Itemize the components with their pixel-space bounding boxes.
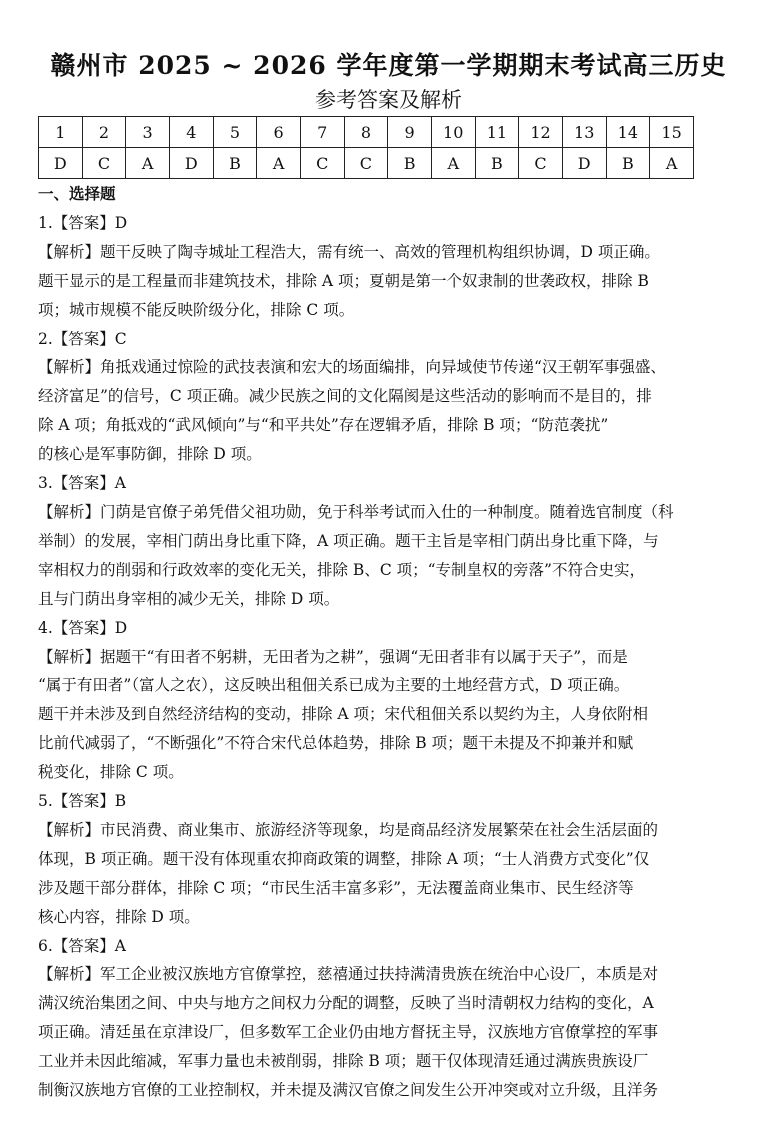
answer-cell: B [606,148,650,179]
question-block [38,787,708,932]
explanation-line: 【解析】据题干“有田者不躬耕，无田者为之耕”，强调“无田者非有以属于天子”，而是 [38,647,628,666]
explanation-line: 满汉统治集团之间、中央与地方之间权力分配的调整，反映了当时清朝权力结构的变化，A [38,994,654,1013]
explanation-line: 宰相权力的削弱和行政效率的变化无关，排除 B、C 项；“专制皇权的旁落”不符合史实， [38,560,645,579]
explanation-line: 【解析】题干反映了陶寺城址工程浩大，需有统一、高效的管理机构组织协调，D 项正确。 [38,242,660,261]
explanations [38,180,708,1105]
answer-line: 5.【答案】B [38,792,127,811]
question-number-cell: 8 [344,117,388,148]
explanation-line: 除 A 项；角抵戏的“武风倾向”与“和平共处”存在逻辑矛盾，排除 B 项；“防范袭扰” [38,416,609,435]
question-number-cell: 6 [257,117,301,148]
answer-table [38,116,694,179]
explanation-line: 涉及题干部分群体，排除 C 项；“市民生活丰富多彩”，无法覆盖商业集市、民生经济等 [38,878,634,897]
answer-cell: C [82,148,126,179]
answer-cell: D [169,148,213,179]
answer-cell: A [257,148,301,179]
question-number-row [39,117,694,148]
question-number-cell: 4 [169,117,213,148]
explanation-line: 且与门荫出身宰相的减少无关，排除 D 项。 [38,589,340,608]
explanation-line: 项正确。清廷虽在京津设厂，但多数军工企业仍由地方督抚主导，汉族地方官僚掌控的军事 [38,1023,659,1042]
question-block [38,325,708,470]
explanation-line: 【解析】军工企业被汉族地方官僚掌控，慈禧通过扶持满清贵族在统治中心设厂，本质是对 [38,965,659,984]
answer-line: 4.【答案】D [38,618,128,637]
answer-cell: B [213,148,257,179]
explanation-line: “属于有田者”（富人之农），这反映出租佃关系已成为主要的土地经营方式，D 项正确。 [38,676,630,695]
answer-cell: C [344,148,388,179]
explanation-line: 【解析】市民消费、商业集市、旅游经济等现象，均是商品经济发展繁荣在社会生活层面的 [38,820,659,839]
answer-line: 6.【答案】A [38,936,126,955]
explanation-line: 税变化，排除 C 项。 [38,763,184,782]
question-number-cell: 9 [388,117,432,148]
question-number-cell: 7 [300,117,344,148]
answer-cell: A [650,148,694,179]
answer-cell: A [126,148,170,179]
answer-cell: C [519,148,563,179]
explanation-line: 核心内容，排除 D 项。 [38,907,200,926]
explanation-line: 体现，B 项正确。题干没有体现重农抑商政策的调整，排除 A 项；“士人消费方式变化”仅 [38,849,650,868]
explanation-line: 工业并未因此缩减，军事力量也未被削弱，排除 B 项；题干仅体现清廷通过满族贵族设厂 [38,1052,649,1071]
explanation-line: 题干显示的是工程量而非建筑技术，排除 A 项；夏朝是第一个奴隶制的世袭政权，排除 B [38,271,649,290]
question-number-cell: 3 [126,117,170,148]
answer-cell: B [388,148,432,179]
explanation-line: 经济富足”的信号，C 项正确。减少民族之间的文化隔阂是这些活动的影响而不是目的，排 [38,387,652,406]
answer-line: 3.【答案】A [38,474,126,493]
question-block [38,209,708,325]
page-title: 赣州市 2025 ~ 2026 学年度第一学期期末考试高三历史 [50,51,727,80]
answer-row [39,148,694,179]
answer-line: 2.【答案】C [38,329,127,348]
answer-cell: B [475,148,519,179]
answer-line: 1.【答案】D [38,213,128,232]
question-number-cell: 10 [431,117,475,148]
explanation-line: 的核心是军事防御，排除 D 项。 [38,445,262,464]
question-number-cell: 1 [39,117,83,148]
question-block [38,932,708,1105]
question-number-cell: 14 [606,117,650,148]
question-number-cell: 11 [475,117,519,148]
answer-cell: D [562,148,606,179]
question-number-cell: 13 [562,117,606,148]
question-number-cell: 5 [213,117,257,148]
explanation-line: 比前代减弱了，“不断强化”不符合宋代总体趋势，排除 B 项；题干未提及不抑兼并和赋 [38,734,634,753]
answer-cell: C [300,148,344,179]
answer-cell: A [431,148,475,179]
explanation-line: 题干并未涉及到自然经济结构的变动，排除 A 项；宋代租佃关系以契约为主，人身依附相 [38,705,649,724]
explanation-line: 制衡汉族地方官僚的工业控制权，并未提及满汉官僚之间发生公开冲突或对立升级，且洋务 [38,1081,659,1100]
question-block [38,469,708,614]
question-number-cell: 12 [519,117,563,148]
question-block [38,614,708,787]
question-number-cell: 15 [650,117,694,148]
answer-cell: D [39,148,83,179]
page-subtitle: 参考答案及解析 [315,88,462,112]
explanation-line: 【解析】门荫是官僚子弟凭借父祖功勋，免于科举考试而入仕的一种制度。随着选官制度（科 [38,502,674,521]
explanation-line: 举制）的发展，宰相门荫出身比重下降，A 项正确。题干主旨是宰相门荫出身比重下降，与 [38,531,659,550]
explanation-line: 项；城市规模不能反映阶级分化，排除 C 项。 [38,300,355,319]
question-number-cell: 2 [82,117,126,148]
section-heading: 一、选择题 [38,184,116,203]
explanation-line: 【解析】角抵戏通过惊险的武技表演和宏大的场面编排，向异域使节传递“汉王朝军事强盛、 [38,358,666,377]
